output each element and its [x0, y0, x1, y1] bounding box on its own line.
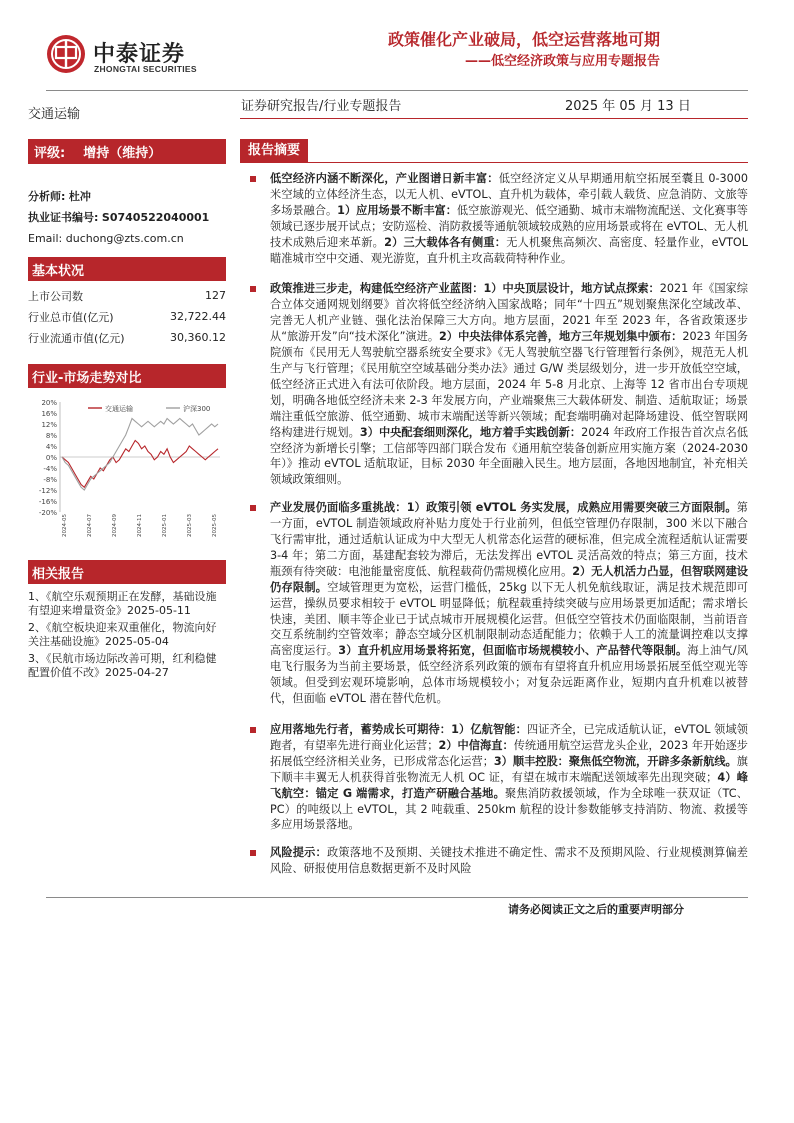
bullet-icon [250, 286, 256, 292]
related-report-item[interactable]: 1、《航空乐观预期正在发酵，基础设施有望迎来增量资金》2025-05-11 [28, 590, 217, 617]
summary-bold-text: 应用落地先行者，蓄势成长可期待：1）亿航智能： [270, 723, 527, 736]
analyst-info [28, 186, 226, 249]
rating-value: 增持（维持） [83, 146, 162, 161]
y-tick-label: 20% [41, 399, 57, 407]
related-report-item[interactable]: 3、《民航市场边际改善可期，红利稳健配置价值不改》2025-04-27 [28, 652, 217, 679]
cert-number: S0740522040001 [101, 211, 210, 224]
x-tick-label: 2024-11 [137, 514, 143, 537]
header-divider [46, 90, 748, 91]
summary-bold-text: 3）直升机应用场景将拓宽，但面临市场规模较小、产品替代等限制。 [338, 644, 688, 658]
y-tick-label: 8% [45, 432, 57, 440]
y-tick-label: -4% [43, 465, 57, 473]
footer-divider [46, 897, 748, 898]
y-tick-label: -8% [43, 476, 57, 484]
summary-paragraph [250, 500, 748, 707]
bullet-icon [250, 850, 256, 856]
summary-text: 旗下顺丰丰翼无人机获得首张物流无人机 OC 证，有望在城市末端配送领域率先出现突破； [270, 754, 748, 784]
summary-text: 政策落地不及预期、关键技术推进不确定性、需求不及预期风险、行业规模测算偏差风险、研报使用信息数据更新不及时风险 [270, 846, 748, 876]
row-value: 127 [205, 289, 226, 302]
y-tick-label: -12% [38, 487, 57, 495]
analyst-name-label: 分析师: [28, 190, 66, 203]
row-label: 行业流通市值(亿元) [28, 331, 125, 345]
industry-label: 交通运输 [28, 107, 81, 122]
y-tick-label: -16% [38, 498, 57, 506]
y-tick-label: -20% [38, 509, 57, 517]
trend-chart [28, 394, 226, 554]
report-title: 政策催化产业破局，低空运营落地可期 [387, 30, 660, 49]
x-tick-label: 2025-03 [187, 514, 193, 537]
related-reports-list [28, 590, 226, 680]
summary-bold-text: 2）三大载体各有侧重： [384, 235, 507, 249]
basic-status-table [28, 285, 226, 348]
report-date: 2025 年 05 月 13 日 [565, 99, 691, 114]
summary-paragraph [250, 171, 748, 266]
summary-bold-text: 3）顺丰控股：聚焦低空物流，开辟多条新航线。 [493, 754, 737, 768]
bullet-icon [250, 505, 256, 511]
summary-text: 2023 年国务院颁布《民用无人驾驶航空器系统安全要求》《无人驾驶航空器飞行管理暂行条例》，规范无人机生产与飞行管理；《民用航空空域基础分类办法》通过 G/W 类层级划分，进一步开放低空空域，低空经济正式进入有法可依阶段。地方层面，2024 年 5-8 月北京、上海等 12 省市出台专项规划，明确各地低空经济未来 2-3 年发展方向，产业端聚焦三大载体研发、制造、适航取证；场景端注重低空旅游、低空通勤、城市末端配送等新兴领域；配套端明确对起降场建设、低空智联网络构建进行规划。 [270, 330, 748, 439]
footer-disclaimer: 请务必阅读正文之后的重要声明部分 [508, 903, 684, 916]
related-reports-title: 相关报告 [28, 560, 226, 584]
summary-text: 聚焦消防救援领域，作为全球唯一获双证（TC、PC）的吨级以上 eVTOL，其 2 吨载重、250km 航程的设计参数能够支持消防、物流、救援等多应用场景落地。 [270, 786, 748, 832]
related-report-item[interactable]: 2、《航空板块迎来双重催化，物流向好关注基础设施》2025-05-04 [28, 621, 217, 648]
summary-text: 无人机聚焦高频次、高密度、轻量作业，eVTOL 瞄准城市空中交通、观光游览，直升机主攻高载荷特种作业。 [270, 235, 748, 265]
summary-bold-text: 2）中信海直： [438, 738, 514, 752]
table-row [28, 306, 226, 327]
company-logo-icon [46, 34, 86, 74]
analyst-email[interactable]: duchong@zts.com.cn [65, 232, 184, 245]
report-subtitle: ——低空经济政策与应用专题报告 [464, 54, 660, 69]
cert-label: 执业证书编号: [28, 211, 99, 224]
trend-chart-svg [28, 394, 226, 554]
summary-text: 四证齐全，已完成适航认证，eVTOL 领域领跑者，有望率先进行商业化运营； [270, 723, 748, 752]
x-tick-label: 2024-09 [112, 514, 118, 537]
table-row [28, 285, 226, 306]
summary-bold-text: 2）无人机活力凸显，但智联网建设仍存限制。 [270, 564, 748, 594]
row-label: 行业总市值(亿元) [28, 310, 114, 324]
basic-status-title: 基本状况 [28, 257, 226, 281]
summary-bold-text: 低空经济内涵不断深化，产业图谱日新丰富： [270, 172, 499, 185]
summary-text: 低空旅游观光、低空通勤、城市末端物流配送、文化赛事等领域已逐步展开试点；安防巡检、消防救援等通航领域较成熟的应用场景或将在 eVTOL、无人机技术成熟后迎来革新。 [270, 203, 748, 249]
header-divider-red [240, 118, 748, 119]
row-value: 30,360.12 [170, 331, 226, 344]
x-tick-label: 2024-07 [87, 514, 93, 537]
company-name-cn: 中泰证券 [93, 41, 186, 67]
summary-bold-text: 2）中央法律体系完善，地方三年规划集中颁布： [439, 330, 683, 344]
rating-bar [28, 139, 226, 164]
summary-header [240, 139, 748, 163]
row-label: 上市公司数 [28, 289, 83, 303]
legend-label: 沪深300 [183, 405, 211, 413]
summary-bold-text: 4）峰飞航空：锚定 G 端需求，打造产研融合基地。 [270, 770, 748, 800]
row-value: 32,722.44 [170, 310, 226, 323]
summary-body [250, 171, 748, 877]
summary-paragraph [250, 281, 748, 488]
summary-bold-text: 产业发展仍面临多重挑战：1）政策引领 eVTOL 务实发展，成熟应用需要突破三方面限制。 [270, 501, 737, 515]
summary-bold-text: 风险提示： [270, 846, 327, 860]
y-tick-label: 16% [41, 410, 57, 418]
summary-text: 第一方面，eVTOL 制造领域政府补贴力度处于行业前列，但低空管理仍存限制，300 米以下融合飞行需审批，通过适航认证成为中大型无人机常态化运营的硬标准，但完成全流程适航认证需要 3-4 年；第二方面，基建配套较为滞后，无法发挥出 eVTOL 灵活高效的特点；第三方面，技术瓶颈有待突破：电池能量密度低、航程载荷仍需规模化应用。 [270, 501, 748, 578]
bullet-icon [250, 727, 256, 733]
analyst-name: 杜冲 [68, 190, 91, 203]
summary-text: 传统通用航空运营龙头企业，2023 年开始逐步拓展低空经济相关业务，已形成常态化运营； [270, 738, 748, 768]
summary-title: 报告摘要 [240, 139, 308, 163]
email-label: Email: [28, 232, 63, 245]
series-line-1 [62, 419, 218, 491]
summary-text: 2021 年《国家综合立体交通网规划纲要》首次将低空经济纳入国家战略；同年“十四五”规划聚焦深化空域改革、完善无人机产业链、强化法治保障三大方向。地方层面，2021 年至 2023 年，各省政策逐步从“旅游开发”向“技术深化”演进。 [270, 282, 748, 344]
summary-bold-text: 政策推进三步走，构建低空经济产业蓝图：1）中央顶层设计，地方试点探索： [270, 282, 660, 296]
y-tick-label: 0% [45, 454, 57, 462]
trend-chart-title: 行业-市场走势对比 [28, 364, 226, 388]
y-tick-label: 12% [41, 421, 57, 429]
company-name-en: ZHONGTAI SECURITIES [94, 64, 197, 74]
summary-bold-text: 3）中央配套细则深化，地方着手实践创新： [359, 425, 582, 439]
summary-bold-text: 1）应用场景不断丰富： [337, 203, 457, 217]
summary-text: 2024 年政府工作报告首次点名低空经济为新增长引擎；工信部等四部门联合发布《通用航空装备创新应用实施方案（2024-2030 年）》推动 eVTOL 适航取证，目标 2030 年全面融入民生。地方层面，各地因地制宜，补充相关领域政策细则。 [270, 425, 748, 487]
series-line-0 [62, 441, 218, 488]
x-tick-label: 2024-05 [62, 514, 68, 537]
rating-label: 评级: [34, 146, 66, 161]
summary-text: 海上油气/风电飞行服务为当前主要场景，低空经济系列政策的颁布有望将直升机应用场景拓展至低空观光等领域。但受到宏观环境影响，总体市场规模较小；对复杂远距离作业，短期内直升机难以被替代，但面临 eVTOL 潜在替代危机。 [270, 644, 748, 706]
x-tick-label: 2025-05 [212, 514, 218, 537]
left-sidebar [28, 139, 226, 683]
bullet-icon [250, 176, 256, 182]
table-row [28, 327, 226, 348]
summary-text: 空域管理更为宽松，运营门槛低，25kg 以下无人机免航线取证，满足技术规范即可运营，操纵员要求相较于 eVTOL 明显降低；航程载重持续突破与应用场景更加适配；需求增长快速，美团、顺丰等企业已于试点城市开展规模化运营。但低空空管技术仍面临限制，当前语音交互系统制约空管效率；静态空域分区机制限制动态适配能力；依赖于人工的流量调控难以支撑高密度运行。 [270, 580, 748, 658]
report-type: 证券研究报告/行业专题报告 [241, 99, 402, 114]
summary-paragraph [250, 845, 748, 877]
summary-paragraph [250, 722, 748, 833]
legend-label: 交通运输 [105, 405, 133, 413]
x-tick-label: 2025-01 [162, 514, 168, 537]
y-tick-label: 4% [45, 443, 57, 451]
summary-text: 低空经济定义从早期通用航空拓展至囊且 0-3000 米空域的立体经济生态，以无人机、eVTOL、直升机为载体，牵引载人载货、应急消防、文旅等多场景融合。 [270, 172, 748, 217]
